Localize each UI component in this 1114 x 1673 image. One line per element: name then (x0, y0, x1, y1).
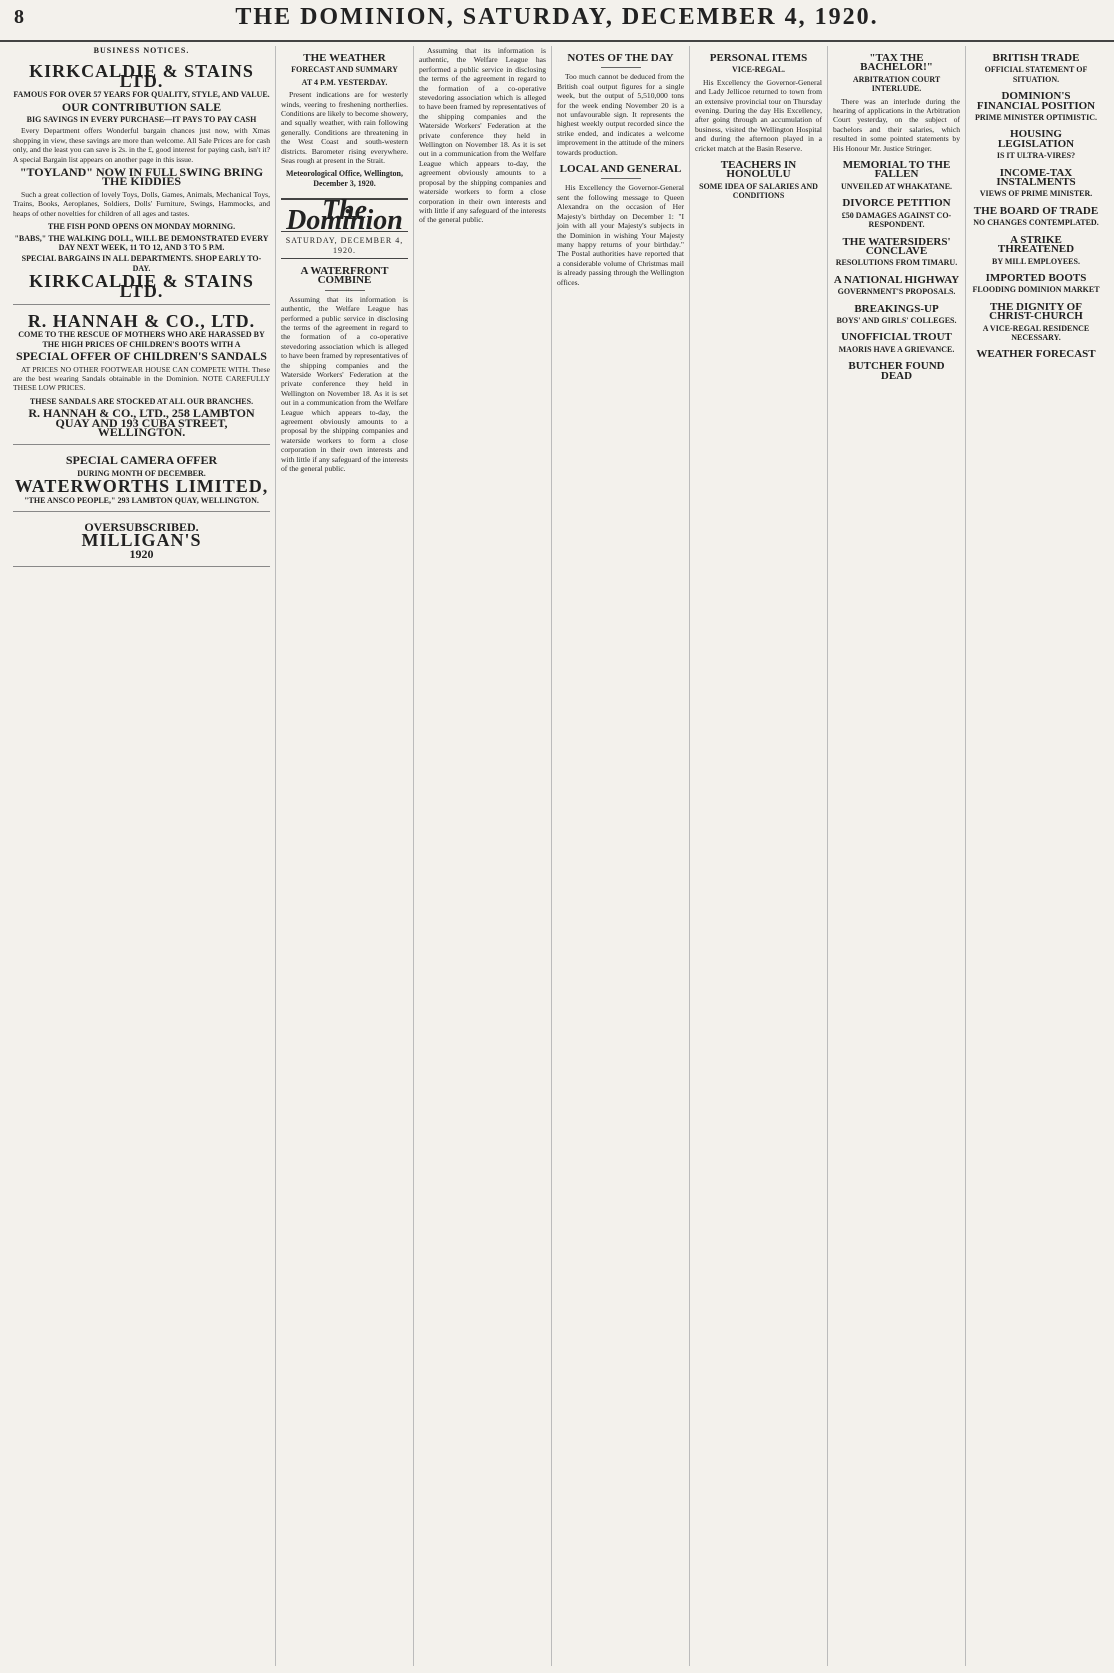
page-number: 8 (14, 6, 24, 28)
editorial-continued-column (414, 46, 552, 1666)
trout-sub: MAORIS HAVE A GRIEVANCE. (838, 344, 955, 354)
local-general-title: LOCAL AND GENERAL (559, 163, 682, 176)
bachelor-sub: ARBITRATION COURT INTERLUDE. (852, 74, 941, 94)
divider (601, 67, 641, 68)
weather-signature: Meteorological Office, Wellington, December 3, 1920. (285, 169, 403, 188)
news-column (828, 46, 966, 1666)
page-header (0, 0, 1114, 42)
notes-title: NOTES OF THE DAY (567, 52, 674, 64)
trade-column (966, 46, 1106, 1666)
waterworths-address: "THE ANSCO PEOPLE," 293 LAMBTON QUAY, WELLINGTON. (24, 495, 259, 505)
highway-title: A NATIONAL HIGHWAY (833, 273, 960, 286)
sandals-text: AT PRICES NO OTHER FOOTWEAR HOUSE CAN COMPETE WITH. These are the best wearing Sandals obtainable in the Dominion. NOTE CAREFULLY THESE LOW PRICES. (13, 364, 270, 393)
advertisements-column (8, 46, 276, 1666)
notes-local-column (552, 46, 690, 1666)
paper-date-line: THE DOMINION, SATURDAY, DECEMBER 4, 1920. (235, 4, 879, 30)
waterworths-name: WATERWORTHS LIMITED, (14, 476, 269, 497)
strike-sub: BY MILL EMPLOYEES. (992, 256, 1080, 266)
personal-column (690, 46, 828, 1666)
weather-subtitle: FORECAST AND SUMMARY (291, 65, 398, 75)
breakings-sub: BOYS' AND GIRLS' COLLEGES. (836, 315, 957, 325)
special-bargains: SPECIAL BARGAINS IN ALL DEPARTMENTS. SHOP EARLY TO-DAY. (21, 254, 262, 273)
income-tax-title: INCOME-TAX INSTALMENTS (996, 166, 1076, 189)
newspaper-columns (8, 46, 1106, 1666)
bachelor-title: "TAX THE BACHELOR!" (860, 52, 933, 74)
housing-title: HOUSING LEGISLATION (997, 128, 1075, 150)
milligans-year: 1920 (129, 546, 154, 561)
divider (325, 290, 365, 291)
housing-sub: IS IT ULTRA-VIRES? (996, 151, 1076, 161)
kirkcaldie-tagline: FAMOUS FOR OVER 57 YEARS FOR QUALITY, STYLE, AND VALUE. (13, 90, 270, 100)
hannah-ad (13, 309, 270, 445)
weather-title: THE WEATHER (303, 52, 386, 64)
divider (601, 178, 641, 179)
income-tax-sub: VIEWS OF PRIME MINISTER. (979, 189, 1093, 199)
editorial-title: A WATERFRONT COMBINE (300, 264, 389, 287)
finance-sub: PRIME MINISTER OPTIMISTIC. (974, 113, 1097, 123)
trade-sub: OFFICIAL STATEMENT OF SITUATION. (984, 65, 1088, 84)
strike-title: A STRIKE THREATENED (997, 233, 1075, 256)
local-general-text: His Excellency the Governor-General sent the following message to Queen Alexandra on the occasion of Her Majesty's birthday on December 1: "I join with all your Majesty's subjects in the Dominion in wishing Your Majesty many happy returns of your birthday." The Postal authorities have reported that a considerable volume of Christmas mail is already passing through the Wellington offices. (557, 183, 684, 287)
board-sub: NO CHANGES CONTEMPLATED. (973, 218, 1099, 228)
hannah-address: R. HANNAH & CO., LTD., 258 LAMBTON QUAY AND 193 CUBA STREET, WELLINGTON. (28, 406, 255, 439)
editorial-text: Assuming that its information is authentic, the Welfare League has performed a public service in disclosing the terms of the agreement in regard to the formation of a co-operative stevedoring association which is alleged to have been framed by representatives of the shipping companies and the Waterside Workers' Federation at the private conference they held in Wellington on November 18. As it is set out in a communication from the Welfare League which appears to-day, the agreement obviously amounts to a proposal by the shipping companies and waterside workers to form a close corporation in their own interests and with little if any safeguard of the interests of the general public. (281, 294, 408, 474)
divorce-title: DIVORCE PETITION (842, 197, 951, 210)
hannah-name: R. HANNAH & CO., LTD. (27, 310, 256, 331)
camera-ad (13, 449, 270, 512)
church-sub: A VICE-REGAL RESIDENCE NECESSARY. (982, 323, 1090, 342)
milligans-ad (13, 516, 270, 567)
butcher-title: BUTCHER FOUND DEAD (848, 360, 945, 382)
camera-sub: DURING MONTH OF DECEMBER. (77, 468, 206, 478)
contribution-sale: OUR CONTRIBUTION SALE (61, 99, 222, 114)
church-title: THE DIGNITY OF CHRIST-CHURCH (989, 300, 1083, 323)
savings-heading: BIG SAVINGS IN EVERY PURCHASE—IT PAYS TO PAY CASH (26, 115, 257, 125)
teachers-title: TEACHERS IN HONOLULU (720, 159, 797, 181)
memorial-title: MEMORIAL TO THE FALLEN (842, 159, 951, 181)
watersiders-title: THE WATERSIDERS' CONCLAVE (842, 235, 951, 257)
watersiders-sub: RESOLUTIONS FROM TIMARU. (835, 258, 958, 268)
masthead-title: The Dominion (281, 198, 408, 232)
masthead-date: SATURDAY, DECEMBER 4, 1920. (281, 236, 408, 259)
weather-editorial-column (276, 46, 414, 1666)
personal-title: PERSONAL ITEMS (709, 52, 808, 64)
boots-sub: FLOODING DOMINION MARKET (972, 285, 1100, 295)
kirkcaldie-name: KIRKCALDIE & STAINS LTD. (29, 61, 254, 91)
divorce-sub: £50 DAMAGES AGAINST CO-RESPONDENT. (841, 210, 952, 230)
bachelor-text: There was an interlude during the hearing of applications in the Arbitration Court yesterday, on the subject of bachelors and their salaries, which resulted in some pointed statements by His Honour Mr. Justice Stringer. (833, 96, 960, 153)
notes-text: Too much cannot be deduced from the British coal output figures for a single week, but the output of 5,510,000 tons for the week ending November 20 is a not unfavourable sign. It represents the highest weekly output recorded since the strike ended, and indicates a welcome improvement in the attitude of the miners towards production. (557, 72, 684, 157)
board-title: THE BOARD OF TRADE (973, 204, 1099, 217)
trout-title: UNOFFICIAL TROUT (841, 331, 952, 344)
fish-pond: THE FISH POND OPENS ON MONDAY MORNING. (47, 222, 236, 232)
breakings-title: BREAKINGS-UP (854, 302, 939, 315)
oversubscribed: OVERSUBSCRIBED. (84, 520, 199, 535)
sandals-heading: SPECIAL OFFER OF CHILDREN'S SANDALS (16, 349, 267, 364)
babs-doll: "BABS," THE WALKING DOLL, WILL BE DEMONSTRATED EVERY DAY NEXT WEEK, 11 TO 12, AND 3 TO 5 P.M. (14, 233, 269, 252)
trade-title: BRITISH TRADE (992, 52, 1080, 64)
weather-text: Present indications are for westerly winds, veering to freshening northerlies. Conditions are likely to become showery, and squally weather, with rain following generally. Conditions are threatening in the West Coast and south-western districts. Barometer rising everywhere. Seas rough at present in the Strait. (281, 90, 408, 166)
vice-regal-sub: VICE-REGAL. (731, 65, 786, 75)
highway-sub: GOVERNMENT'S PROPOSALS. (837, 287, 956, 297)
teachers-sub: SOME IDEA OF SALARIES AND CONDITIONS (699, 181, 818, 201)
memorial-sub: UNVEILED AT WHAKATANE. (840, 181, 953, 191)
hannah-intro: COME TO THE RESCUE OF MOTHERS WHO ARE HARASSED BY THE HIGH PRICES OF CHILDREN'S BOOTS WITH A (18, 330, 265, 349)
milligans-name: MILLIGAN'S (81, 530, 202, 551)
forecast-title: WEATHER FORECAST (976, 348, 1096, 361)
kirkcaldie-name-footer: KIRKCALDIE & STAINS LTD. (29, 271, 254, 301)
business-notices-heading: BUSINESS NOTICES. (93, 46, 190, 55)
toyland-text: Such a great collection of lovely Toys, Dolls, Games, Animals, Mechanical Toys, Trains, Books, Aeroplanes, Soldiers, Dolls' Furniture, Swings, Hammocks, and heaps of other novelties for children of all ages and tastes. (13, 189, 270, 218)
finance-title: DOMINION'S FINANCIAL POSITION (976, 90, 1096, 112)
boots-title: IMPORTED BOOTS (985, 271, 1087, 284)
editorial-continued-text: Assuming that its information is authentic, the Welfare League has performed a public service in disclosing the terms of the agreement in regard to the formation of a co-operative stevedoring association which is alleged to have been framed by representatives of the shipping companies and the Waterside Workers' Federation at the private conference they held in Wellington on November 18. As it is set out in a communication from the Welfare League which appears to-day, the agreement obviously amounts to a proposal by the shipping companies and waterside workers to form a close corporation in their own interests and with little if any safeguard of the interests of the general public. (419, 46, 546, 225)
kirkcaldie-ad (13, 59, 270, 305)
camera-heading: SPECIAL CAMERA OFFER (65, 453, 218, 468)
savings-text: Every Department offers Wonderful bargain chances just now, with Xmas shopping in view, these savings are more than welcome. All Sale Prices are for cash only, and the least you can save is 2s. in the £, good interest for paying cash, isn't it? A special Bargain list appears on another page in this issue. (13, 126, 270, 164)
toyland-heading: "TOYLAND" NOW IN FULL SWING BRING THE KIDDIES (19, 165, 264, 189)
weather-time: AT 4 P.M. YESTERDAY. (301, 77, 388, 87)
sandals-footer: THESE SANDALS ARE STOCKED AT ALL OUR BRANCHES. (29, 396, 254, 406)
personal-text: His Excellency the Governor-General and Lady Jellicoe returned to town from an extensive provincial tour on Thursday evening. During the day His Excellency, after going through an accumulation of business, visited the Wellington Hospital and during the afternoon played in a cricket match at the Basin Reserve. (695, 77, 822, 153)
